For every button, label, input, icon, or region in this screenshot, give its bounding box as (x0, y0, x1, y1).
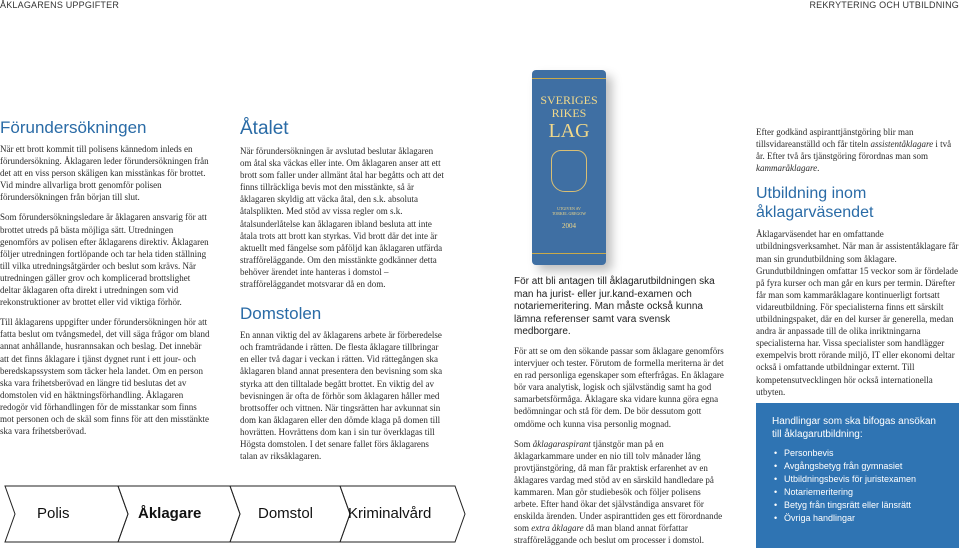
list-item: • Avgångsbetyg från gymnasiet (784, 460, 945, 473)
justice-chain-flow (0, 480, 470, 548)
law-book-spine-image (532, 70, 606, 265)
documents-list (772, 447, 945, 525)
column-forundersokning (0, 118, 212, 445)
book-text: 2004 (562, 222, 576, 230)
required-documents-box (756, 403, 959, 548)
book-text: RIKES (551, 106, 587, 120)
paragraph: När ett brott kommit till polisens kännedom inleds en förundersökning. Åklagaren leder förundersökningen från det att en viss person skäligen kan misstänkas för brottet. Vid mindre allvarliga brott genomför polisen förundersökningen från början till slut. (0, 144, 209, 203)
infobox-title: Handlingar som ska bifogas ansökan till åklagarutbildning: (772, 416, 936, 440)
flow-step: Polis (37, 505, 70, 522)
paragraph: En annan viktig del av åklagarens arbete är förberedelse och framträdande i rätten. De flesta åklagare tillbringar en eller två dagar i veckan i rätten. Vid rättegången ska åklagaren bland annat presentera den bevisning som ska styrka att den tilltalade begått brottet. En viktig del av bevisningen är ofta de förhör som åklagaren håller med brottsoffer och vittnen. När tingsrätten har avkunnat sin dom kan åklagaren eller den dömde klaga på domen till hovrätten. Hovrättens dom kan i sin tur överklagas till Högsta domstolen. I det senare fallet förs åklagarens talan av riksåklagaren. (240, 330, 443, 462)
section-title-forundersokningen: Förundersökningen (0, 118, 147, 137)
paragraph: Som förundersökningsledare är åklagaren ansvarig för att brottet utreds på bästa möjliga sätt. Utredningen genomförs av polisen efter åklagarens direktiv. Åklagaren följer utredningen fortlöpande och tar hela tiden ställning till vilka utredningsåtgärder och beslut som krävs. När utredningen gäller grov och komplicerad brottslighet deltar åklagaren ofta direkt i utredningen som vid rekonstruktioner av brottet eller vid viktiga förhör. (0, 212, 209, 308)
lead-paragraph: För att bli antagen till åklagarutbildningen ska man ha jurist- eller jur.kand-examen och notariemeritering. Man måste också kunna lämna referenser samt vara svensk medborgare. (514, 276, 715, 338)
column-rekrytering (514, 276, 724, 554)
header-left: ÅKLAGARENS UPPGIFTER (0, 0, 120, 10)
book-text: UTGIVEN AV (557, 206, 581, 211)
paragraph: Som åklagaraspirant tjänstgör man på en åklagarkammare under en nio till tolv månader lång provtjänstgöring, då man får praktisk erfarenhet av en åklagares vardag med stöd av en särskild handledare på kammaren. Man gör studiebesök och följer polisens arbete. Efter hand ökar det självständiga ansvaret för enskilda ärenden. Under aspiranttiden ges ett förordnande som extra åklagare då man bland annat författar strafföreläggande och beslut om processer i domstol. (514, 438, 723, 546)
flow-step-active: Åklagare (138, 505, 202, 522)
section-title-atalet: Åtalet (240, 118, 289, 139)
section-title-domstolen: Domstolen (240, 304, 322, 324)
section-title-utbildning: Utbildning inom åklagarväsendet (756, 185, 874, 222)
column-atal (240, 118, 445, 470)
list-item: • Notariemeritering (784, 486, 945, 499)
book-text: TORKEL GREGOW (551, 211, 587, 216)
flow-step: Domstol (258, 505, 314, 522)
flow-step: Kriminalvård (348, 505, 432, 522)
paragraph: Efter godkänd aspiranttjänstgöring blir man tillsvidareanställd och får titeln assistentåklagare i två år. Efter två års tjänstgöring förordnas man som kammaråklagare. (756, 127, 952, 174)
column-utbildning (756, 126, 959, 406)
crown-emblem-icon (551, 150, 587, 192)
list-item: • Utbildningsbevis för juristexamen (784, 473, 945, 486)
header-right: REKRYTERING OCH UTBILDNING (809, 0, 959, 10)
paragraph: För att se om den sökande passar som åklagare genomförs intervjuer och tester. Förutom de formella meriterna är det en rad personliga egenskaper som efterfrågas. En åklagare bör vara analytisk, logisk och självständig samt ha god samarbetsförmåga. Åklagare ska vidare kunna göra egna bedömningar och stå för dem. De bör dessutom gott omdöme och kunna visa personlig mognad. (514, 345, 724, 429)
list-item: • Övriga handlingar (784, 512, 945, 525)
paragraph: Till åklagarens uppgifter under förundersökningen hör att fatta beslut om tvångsmedel, det vill säga frågor om bland annat anhållande, husrannsakan och beslag. Det innebär att det finns åklagare i tjänst dygnet runt i ett jour- och beredskapssystem som täcker hela landet. Om en person ska vara frihetsberövad en längre tid beslutas det av domstolen vid en häktningsförhandling. Åklagaren redogör vid förhandlingen för de misstankar som finns mot personen och de skäl som finns för att den misstänkte ska vara frihetsberövad. (0, 317, 210, 437)
list-item: • Betyg från tingsrätt eller länsrätt (784, 499, 945, 512)
book-text: LAG (548, 120, 590, 142)
paragraph: Åklagarväsendet har en omfattande utbildningsverksamhet. När man är assistentåklagare får man sin grundutbildning som åklagare. Grundutbildningen omfattar 15 veckor som är fördelade på fyra kurser och man går en kurs per termin. Därefter får man som kammaråklagare kontinuerligt fortsatt vidareutbildning. För specialisterna finns ett särskilt utbildningspaket, där en del kurser är generella, medan andra är anpassade till de olika inriktningarna specialisterna har. Vissa specialister som handlägger exempelvis brott rörande miljö, IT eller ekonomi deltar också i omfattande utbildningar externt. Till kompetensutvecklingen hör också internationella utbyten. (756, 229, 959, 397)
list-item: • Personbevis (784, 447, 945, 460)
paragraph: När förundersökningen är avslutad beslutar åklagaren om åtal ska väckas eller inte. Om åklagaren anser att ett brott som faller under allmänt åtal har begåtts och att det finns tillräckliga bevis mot den misstänkte, så är åklagaren skyldig att väcka åtal, den s.k. absoluta åtalsplikten. Med stöd av vissa regler om s.k. åtalsunderlåtelse kan åklagaren ibland besluta att inte åtala trots att brott kan styrkas. Vid brott där det inte är aktuellt med fängelse som påföljd kan åklagaren utfärda strafföreläggande. Om den misstänkte godkänner detta behöver ärendet inte hanteras i domstol – strafföreläggandet motsvarar då en dom. (240, 146, 444, 290)
book-text: SVERIGES (540, 93, 598, 107)
